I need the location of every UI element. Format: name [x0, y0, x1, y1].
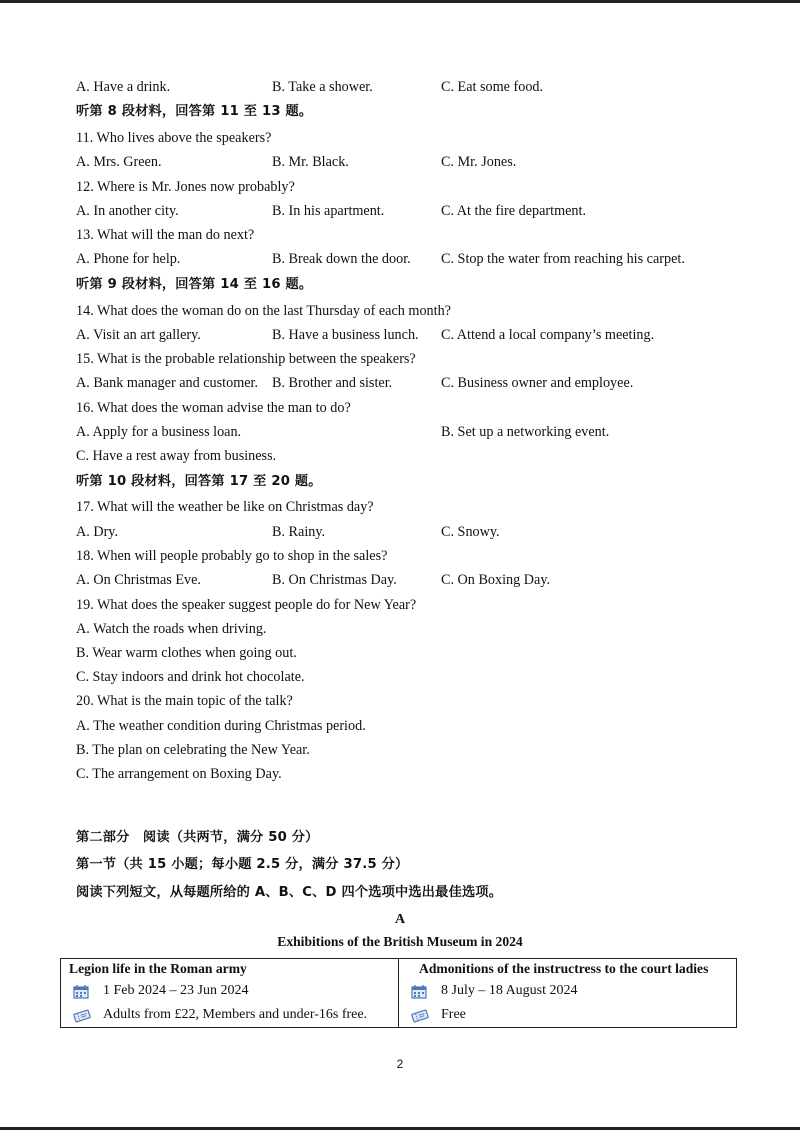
- q12-option-c: C. At the fire department.: [441, 203, 586, 219]
- q10-option-b: B. Take a shower.: [272, 79, 373, 95]
- q12-question: 12. Where is Mr. Jones now probably?: [76, 179, 295, 195]
- q19-option-c: C. Stay indoors and drink hot chocolate.: [76, 669, 305, 685]
- exhibition-dates-row: [61, 979, 398, 1003]
- q13-option-a: A. Phone for help.: [76, 251, 181, 267]
- q16-option-b: B. Set up a networking event.: [441, 424, 610, 440]
- q20-option-b: B. The plan on celebrating the New Year.: [76, 742, 310, 758]
- q11-options: [76, 153, 517, 171]
- q17-option-b: B. Rainy.: [272, 524, 326, 540]
- q15-options: [76, 374, 634, 392]
- q10-options: [76, 78, 544, 96]
- calendar-icon: [73, 984, 89, 998]
- q12-options: [76, 202, 586, 220]
- q20-option-c: C. The arrangement on Boxing Day.: [76, 766, 282, 782]
- q19-option-b: B. Wear warm clothes when going out.: [76, 645, 297, 661]
- q16-question: 16. What does the woman advise the man to do?: [76, 400, 351, 416]
- part2-heading: 第二部分 阅读（共两节，满分 50 分）: [76, 830, 319, 845]
- exhibition-cell-1: [61, 959, 399, 1028]
- q14-option-c: C. Attend a local company’s meeting.: [441, 327, 655, 343]
- q18-options: [76, 571, 551, 589]
- q14-options: [76, 326, 655, 344]
- exhibition-dates-row: [399, 979, 736, 1003]
- section8-heading: 听第 8 段材料，回答第 11 至 13 题。: [76, 104, 313, 119]
- q19-option-a: A. Watch the roads when driving.: [76, 621, 267, 637]
- q18-question: 18. When will people probably go to shop in the sales?: [76, 548, 388, 564]
- q16-option-a: A. Apply for a business loan.: [76, 424, 242, 440]
- q12-option-a: A. In another city.: [76, 203, 179, 219]
- page-number: 2: [396, 1057, 404, 1071]
- q10-option-a: A. Have a drink.: [76, 79, 171, 95]
- q16-option-c: C. Have a rest away from business.: [76, 448, 277, 464]
- q13-option-c: C. Stop the water from reaching his carpet.: [441, 251, 685, 267]
- q19-question: 19. What does the speaker suggest people do for New Year?: [76, 597, 417, 613]
- q18-option-c: C. On Boxing Day.: [441, 572, 551, 588]
- exhibition-title: Admonitions of the instructress to the court ladies: [419, 961, 709, 976]
- top-border: [0, 0, 800, 3]
- exhibition-title: Legion life in the Roman army: [69, 961, 247, 976]
- exhibition-price-row: [61, 1003, 398, 1027]
- q13-option-b: B. Break down the door.: [272, 251, 411, 267]
- ticket-icon: [73, 1008, 89, 1022]
- q18-option-a: A. On Christmas Eve.: [76, 572, 201, 588]
- exhibition-cell-2: [399, 959, 737, 1028]
- q18-option-b: B. On Christmas Day.: [272, 572, 397, 588]
- passage-letter: A: [394, 912, 406, 927]
- q15-option-a: A. Bank manager and customer.: [76, 375, 259, 391]
- q14-option-a: A. Visit an art gallery.: [76, 327, 201, 343]
- q20-option-a: A. The weather condition during Christmas period.: [76, 718, 366, 734]
- section9-heading: 听第 9 段材料，回答第 14 至 16 题。: [76, 277, 313, 292]
- ticket-icon: [411, 1008, 427, 1022]
- q17-options: [76, 523, 500, 541]
- exhibition-price-row: [399, 1003, 736, 1027]
- q14-option-b: B. Have a business lunch.: [272, 327, 419, 343]
- part2-instruction: 阅读下列短文，从每题所给的 A、B、C、D 四个选项中选出最佳选项。: [76, 885, 503, 900]
- q15-option-c: C. Business owner and employee.: [441, 375, 634, 391]
- q13-question: 13. What will the man do next?: [76, 227, 255, 243]
- section10-heading: 听第 10 段材料，回答第 17 至 20 题。: [76, 474, 322, 489]
- q11-option-c: C. Mr. Jones.: [441, 154, 517, 170]
- exhibition-dates: 8 July – 18 August 2024: [441, 983, 578, 998]
- exhibition-price: Adults from £22, Members and under-16s free.: [103, 1007, 368, 1022]
- passage-title: Exhibitions of the British Museum in 2024: [277, 934, 523, 949]
- q12-option-b: B. In his apartment.: [272, 203, 385, 219]
- q11-option-b: B. Mr. Black.: [272, 154, 349, 170]
- q15-option-b: B. Brother and sister.: [272, 375, 393, 391]
- q20-question: 20. What is the main topic of the talk?: [76, 693, 293, 709]
- calendar-icon: [411, 984, 427, 998]
- q13-options: [76, 250, 685, 268]
- q16-options-row1: [76, 423, 610, 441]
- q11-option-a: A. Mrs. Green.: [76, 154, 162, 170]
- q17-option-c: C. Snowy.: [441, 524, 500, 540]
- exhibition-dates: 1 Feb 2024 – 23 Jun 2024: [103, 983, 249, 998]
- q11-question: 11. Who lives above the speakers?: [76, 130, 272, 146]
- q17-question: 17. What will the weather be like on Christmas day?: [76, 499, 374, 515]
- q14-question: 14. What does the woman do on the last Thursday of each month?: [76, 303, 451, 319]
- exhibition-price: Free: [441, 1007, 466, 1022]
- q17-option-a: A. Dry.: [76, 524, 119, 540]
- exhibitions-table: [60, 958, 737, 1028]
- q15-question: 15. What is the probable relationship between the speakers?: [76, 351, 416, 367]
- q10-option-c: C. Eat some food.: [441, 79, 544, 95]
- part2-section1: 第一节（共 15 小题；每小题 2.5 分，满分 37.5 分）: [76, 857, 409, 872]
